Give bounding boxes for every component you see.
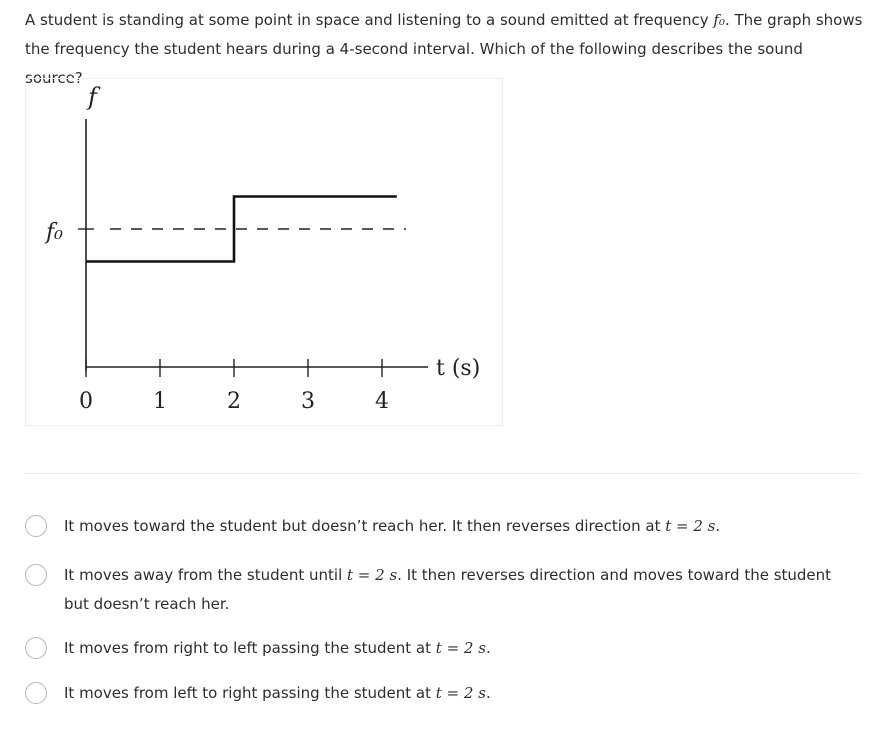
option-4-radio[interactable] — [25, 682, 47, 704]
option-4-text-a: It moves from left to right passing the student at — [64, 684, 436, 702]
option-1-text — [64, 512, 834, 541]
option-3-text-a: It moves from right to left passing the student at — [64, 639, 436, 657]
x-tick-label-0: 0 — [79, 389, 93, 414]
option-3-text — [64, 634, 834, 663]
option-2-text-b: . It then reverses direction and moves toward the student but doesn’t reach her. — [64, 566, 832, 613]
question-part1: A student is standing at some point in space and listening to a sound emitted at frequency — [25, 11, 714, 29]
x-tick-label-4: 4 — [375, 389, 389, 414]
option-1-text-b: . — [715, 517, 721, 535]
option-3-radio[interactable] — [25, 637, 47, 659]
y-axis-label: f — [88, 83, 97, 111]
x-tick-label-1: 1 — [153, 389, 167, 414]
option-2-text — [64, 561, 834, 619]
option-4-text — [64, 679, 834, 708]
option-3-math: t = 2 s — [435, 639, 486, 657]
option-4-text-b: . — [485, 684, 491, 702]
f0-label: f₀ — [46, 220, 63, 245]
option-1-radio[interactable] — [25, 515, 47, 537]
x-tick-label-3: 3 — [301, 389, 315, 414]
frequency-graph — [25, 78, 503, 426]
option-1-text-a: It moves toward the student but doesn’t reach her. It then reverses direction at — [64, 517, 666, 535]
option-3-text-b: . — [485, 639, 491, 657]
option-4-math: t = 2 s — [435, 684, 486, 702]
question-f0: f₀ — [713, 11, 725, 29]
x-axis-label: t (s) — [436, 356, 481, 381]
divider — [25, 473, 859, 474]
option-2-radio[interactable] — [25, 564, 47, 586]
option-1-math: t = 2 s — [665, 517, 716, 535]
option-2-text-a: It moves away from the student until — [64, 566, 348, 584]
option-2-math: t = 2 s — [347, 566, 398, 584]
frequency-graph-svg — [26, 79, 502, 425]
question-part2: . The graph shows the frequency the student hears during a 4-second interval. Which of the following describes the sound source? — [25, 11, 863, 87]
x-tick-label-2: 2 — [227, 389, 241, 414]
